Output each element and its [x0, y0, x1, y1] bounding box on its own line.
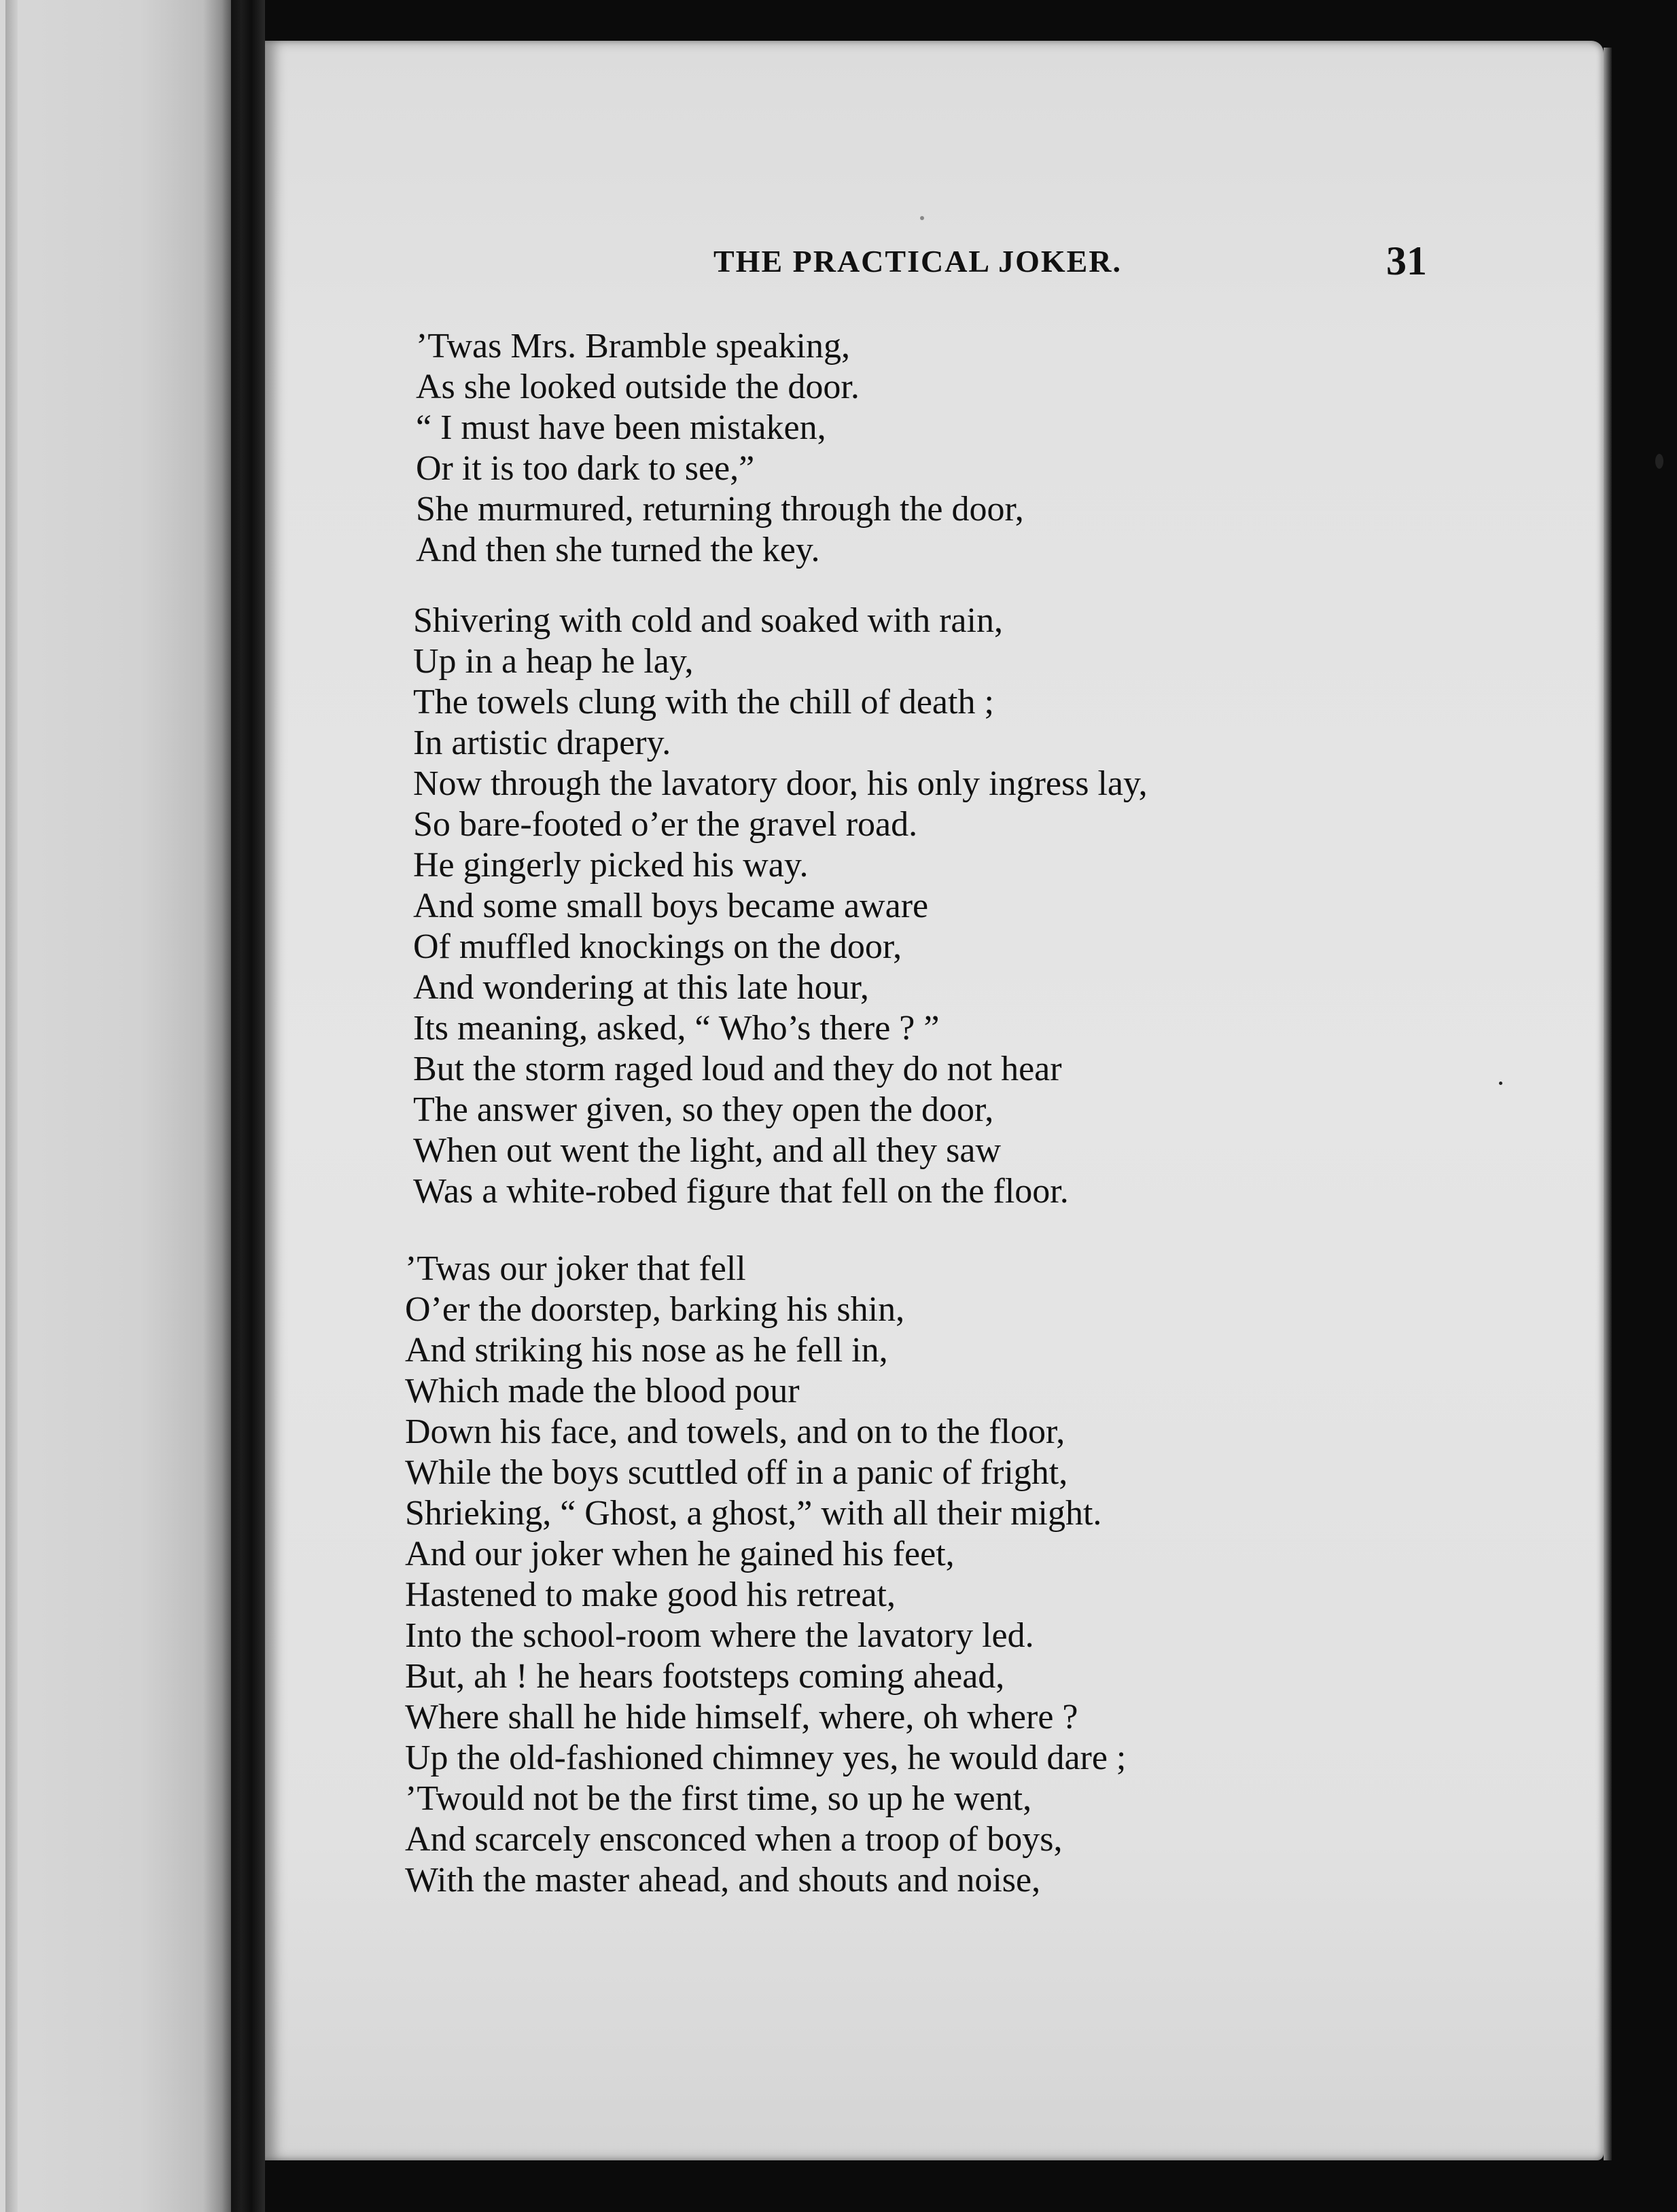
verse-line: But the storm raged loud and they do not hear: [413, 1050, 1062, 1088]
verse-line: ’Twas Mrs. Bramble speaking,: [416, 327, 851, 365]
verse-line: In artistic drapery.: [413, 724, 671, 762]
verse-line: And wondering at this late hour,: [413, 968, 869, 1007]
stanza-1: [416, 326, 1024, 571]
verse-line: With the master ahead, and shouts and noise,: [405, 1861, 1041, 1899]
verse-line: Up the old-fashioned chimney yes, he would dare ;: [405, 1738, 1127, 1777]
verse-line: But, ah ! he hears footsteps coming ahead,: [405, 1657, 1005, 1696]
verse-line: And scarcely ensconced when a troop of boys,: [405, 1820, 1063, 1859]
verse-line: And then she turned the key.: [416, 531, 820, 569]
verse-line: Now through the lavatory door, his only ingress lay,: [413, 764, 1148, 803]
verse-line: The answer given, so they open the door,: [413, 1090, 994, 1129]
verse-line: And striking his nose as he fell in,: [405, 1331, 888, 1370]
verse-line: While the boys scuttled off in a panic of fright,: [405, 1453, 1068, 1492]
verse-line: Was a white-robed figure that fell on the floor.: [413, 1172, 1069, 1211]
verse-line: She murmured, returning through the door,: [416, 490, 1024, 529]
verse-line: “ I must have been mistaken,: [416, 408, 826, 447]
verse-line: Hastened to make good his retreat,: [405, 1575, 896, 1614]
verse-line: Shrieking, “ Ghost, a ghost,” with all their might.: [405, 1494, 1102, 1533]
stanza-2: [413, 601, 1148, 1212]
verse-line: Into the school-room where the lavatory led.: [405, 1616, 1034, 1655]
verse-line: Up in a heap he lay,: [413, 642, 694, 681]
page-shadow-edge: [1604, 48, 1612, 2160]
verse-line: When out went the light, and all they saw: [413, 1131, 1002, 1170]
verse-line: Of muffled knockings on the door,: [413, 927, 902, 966]
verse-line: So bare-footed o’er the gravel road.: [413, 805, 918, 844]
verse-line: The towels clung with the chill of death ;: [413, 683, 994, 721]
facing-page-fore-edge: [5, 0, 18, 2212]
verse-line: And our joker when he gained his feet,: [405, 1535, 955, 1573]
verse-line: Down his face, and towels, and on to the floor,: [405, 1412, 1065, 1451]
verse-line: Shivering with cold and soaked with rain,: [413, 601, 1003, 640]
verse-line: And some small boys became aware: [413, 887, 929, 925]
facing-page-edge: [0, 0, 231, 2212]
page-number: 31: [1386, 238, 1427, 283]
verse-line: O’er the doorstep, barking his shin,: [405, 1290, 905, 1329]
verse-line: Where shall he hide himself, where, oh where ?: [405, 1698, 1078, 1736]
stanza-3: [405, 1249, 1126, 1901]
scan-speck: [1655, 454, 1663, 469]
scan-speck: [920, 216, 924, 220]
verse-line: He gingerly picked his way.: [413, 846, 809, 885]
verse-line: As she looked outside the door.: [416, 368, 860, 406]
verse-line: Or it is too dark to see,”: [416, 449, 755, 488]
verse-line: ’Twas our joker that fell: [405, 1249, 746, 1288]
book-gutter: [231, 0, 265, 2212]
running-head: THE PRACTICAL JOKER.: [713, 244, 1123, 279]
verse-line: ’Twould not be the first time, so up he went,: [405, 1779, 1032, 1818]
verse-line: Which made the blood pour: [405, 1372, 800, 1410]
scan-speck: [1499, 1082, 1502, 1085]
verse-line: Its meaning, asked, “ Who’s there ? ”: [413, 1009, 940, 1048]
